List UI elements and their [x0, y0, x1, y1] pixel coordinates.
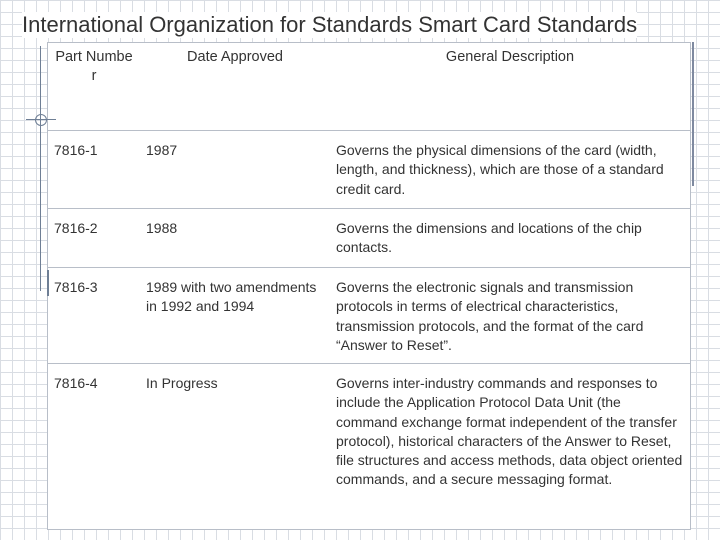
table-row	[48, 364, 690, 521]
cell-part-number: 7816-2	[48, 209, 140, 268]
slide-title: International Organization for Standards Smart Card Standards	[22, 12, 638, 37]
cell-date-approved: In Progress	[140, 364, 330, 521]
cell-date-approved: 1989 with two amendments in 1992 and 1994	[140, 268, 330, 364]
cell-description: Governs the electronic signals and transmission protocols in terms of electrical characteristics, transmission protocols, and the format of the card “Answer to Reset”.	[330, 268, 690, 364]
header-date-approved: Date Approved	[187, 49, 283, 65]
table-row	[48, 131, 690, 209]
cell-description: Governs the physical dimensions of the card (width, length, and thickness), which are those of a standard credit card.	[330, 131, 690, 209]
cell-description: Governs inter-industry commands and responses to include the Application Protocol Data Unit (the command exchange format independent of the transfer protocol), historical characters of the Answer to Reset, file structures and access methods, data object oriented commands, and a secure messaging format.	[330, 364, 690, 521]
table-row	[48, 268, 690, 364]
header-general-description: General Description	[445, 49, 575, 65]
decorative-right-bar	[692, 42, 694, 186]
cell-part-number: 7816-1	[48, 131, 140, 209]
decorative-vertical-line	[40, 46, 41, 291]
cell-description: Governs the dimensions and locations of the chip contacts.	[330, 209, 690, 268]
cell-part-number: 7816-3	[48, 268, 140, 364]
header-part-number: Part Number	[55, 49, 133, 84]
cell-date-approved: 1988	[140, 209, 330, 268]
decorative-circle-icon	[35, 114, 47, 126]
cell-date-approved: 1987	[140, 131, 330, 209]
table-row	[48, 209, 690, 268]
table-header-row	[48, 43, 690, 131]
standards-table	[48, 43, 690, 520]
cell-part-number: 7816-4	[48, 364, 140, 521]
